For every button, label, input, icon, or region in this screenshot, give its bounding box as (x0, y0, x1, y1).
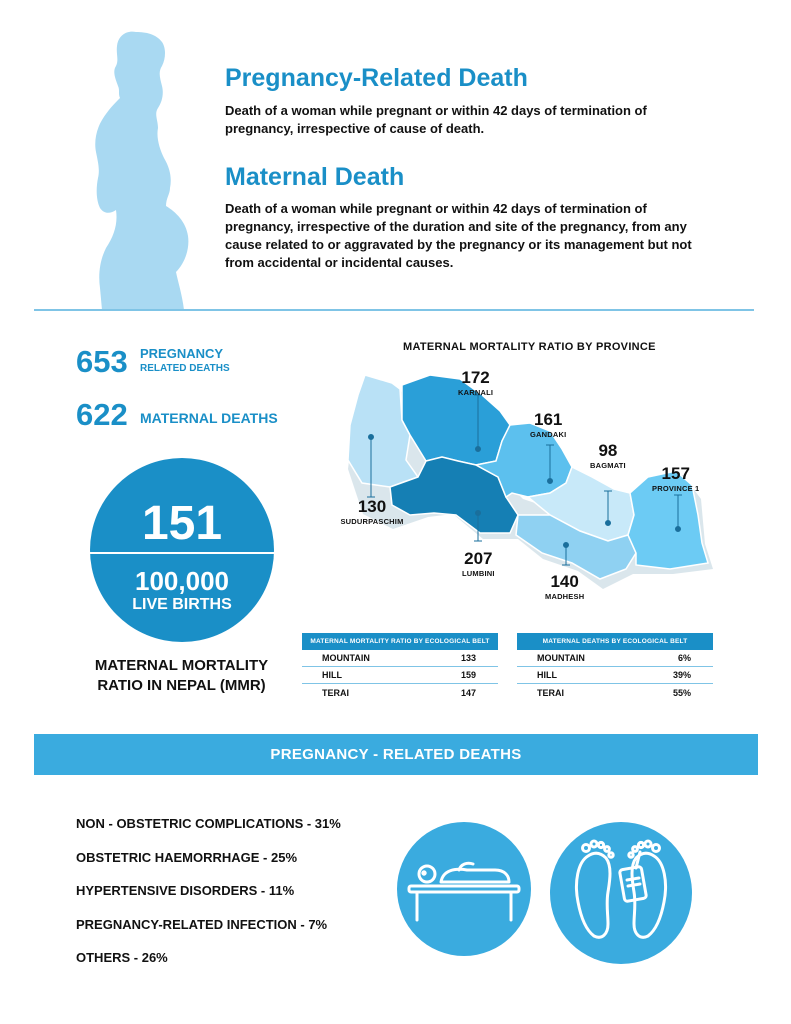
province-value: 130 (357, 497, 387, 516)
maternal-death-text: Death of a woman while pregnant or within 42 days of termination of pregnancy, irrespective of the duration and site of the pregnancy, from any cause related to or aggravated by the pregnancy or its management but not from accidental or incidental causes. (225, 201, 692, 270)
map-title: MATERNAL MORTALITY RATIO BY PROVINCE (403, 341, 656, 353)
province-label-karnali (458, 368, 493, 397)
row-value: 147 (460, 687, 476, 698)
province-label-gandaki (530, 410, 566, 439)
province-value: 98 (598, 441, 618, 460)
row-label: MOUNTAIN (537, 653, 585, 663)
table-row (302, 667, 498, 684)
mmr-caption (74, 656, 289, 696)
table-title: MATERNAL MORTALITY RATIO BY ECOLOGICAL BELT (302, 633, 498, 650)
row-label: TERAI (322, 687, 349, 698)
pregnancy-related-title: Pregnancy-Related Death (225, 64, 528, 92)
province-value: 172 (461, 368, 490, 387)
row-value: 6% (677, 653, 691, 663)
mmr-denominator-label: LIVE BIRTHS (132, 596, 232, 613)
maternal-deaths-value: 622 (76, 397, 128, 432)
mmr-denominator: 100,000 (135, 566, 229, 596)
table-row (517, 684, 713, 701)
mmr-circle (90, 458, 274, 642)
table-row (517, 650, 713, 667)
mmr-caption-line1: MATERNAL MORTALITY (94, 657, 269, 674)
mmr-caption-line2: RATIO IN NEPAL (MMR) (97, 677, 266, 694)
pregnancy-deaths-value: 653 (76, 344, 128, 379)
row-label: HILL (537, 670, 557, 680)
list-item: OTHERS - 26% (76, 950, 168, 965)
row-value: 159 (460, 670, 476, 680)
mmr-belt-table (302, 633, 498, 701)
province-name: SUDURPASCHIM (340, 517, 404, 526)
table-row (517, 667, 713, 684)
row-value: 133 (460, 653, 476, 663)
province-label-sudurpaschim (336, 497, 408, 526)
province-value: 157 (661, 464, 690, 483)
province-label-madhesh (545, 572, 584, 601)
province-value: 161 (534, 410, 563, 429)
province-name: MADHESH (545, 592, 585, 601)
section-divider (34, 309, 754, 311)
pregnancy-deaths-label-line2: RELATED DEATHS (140, 363, 230, 374)
table-row (302, 650, 498, 667)
maternal-death-title: Maternal Death (225, 163, 405, 191)
row-label: TERAI (537, 687, 564, 698)
pregnancy-deaths-label-line1: PREGNANCY (140, 346, 224, 361)
table-title: MATERNAL DEATHS BY ECOLOGICAL BELT (517, 633, 713, 650)
pregnant-woman-silhouette-icon (66, 28, 216, 310)
province-label-province-1 (652, 464, 699, 493)
pregnancy-related-deaths-banner: PREGNANCY - RELATED DEATHS (34, 734, 758, 775)
row-value: 39% (672, 670, 691, 680)
list-item: PREGNANCY-RELATED INFECTION - 7% (76, 917, 328, 932)
list-item: HYPERTENSIVE DISORDERS - 11% (76, 883, 295, 898)
province-name: GANDAKI (530, 430, 567, 439)
province-name: BAGMATI (590, 461, 626, 470)
row-value: 55% (672, 687, 691, 698)
province-value: 140 (550, 572, 579, 591)
mmr-fraction-line (90, 552, 274, 554)
deaths-belt-table (517, 633, 713, 701)
province-name: KARNALI (458, 388, 494, 397)
row-label: MOUNTAIN (322, 653, 370, 663)
pregnancy-related-text: Death of a woman while pregnant or within 42 days of termination of pregnancy, irrespective of cause of death. (225, 103, 647, 136)
table-row (302, 684, 498, 701)
patient-bed-icon (397, 822, 531, 956)
province-label-lumbini (462, 549, 495, 578)
mmr-ratio-value: 151 (141, 497, 223, 550)
list-item: OBSTETRIC HAEMORRHAGE - 25% (76, 850, 298, 865)
province-name: PROVINCE 1 (652, 484, 700, 493)
list-item: NON - OBSTETRIC COMPLICATIONS - 31% (76, 816, 341, 831)
maternal-deaths-label: MATERNAL DEATHS (140, 410, 278, 426)
feet-toe-tag-icon (550, 822, 692, 964)
province-label-bagmati (590, 441, 626, 470)
province-value: 207 (464, 549, 493, 568)
province-name: LUMBINI (462, 569, 495, 578)
row-label: HILL (322, 670, 342, 680)
